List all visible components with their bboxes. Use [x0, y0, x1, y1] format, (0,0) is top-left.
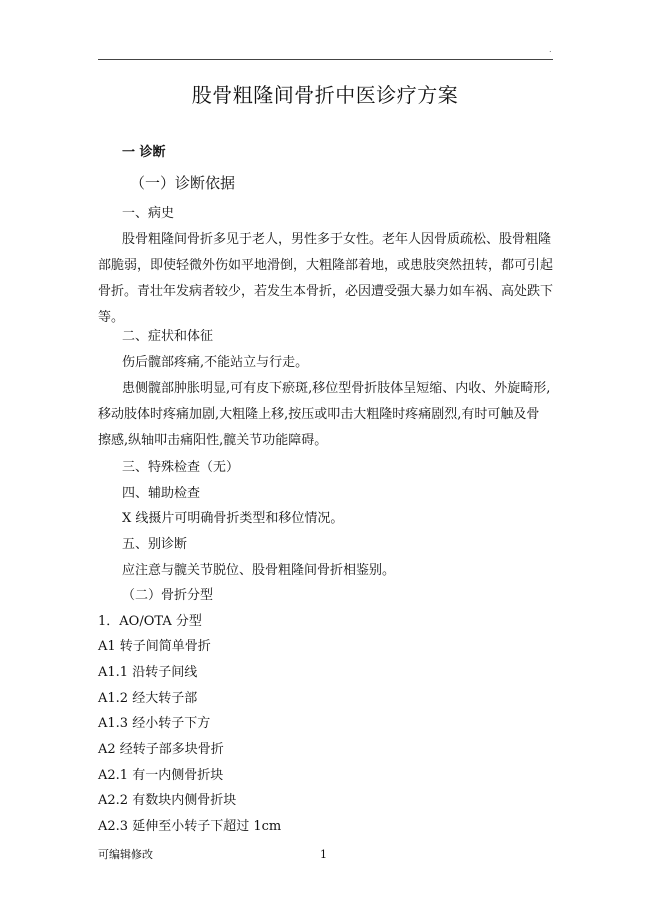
symptoms-para-line: 擦感,纵轴叩击痛阳性,髋关节功能障碍。 — [98, 433, 328, 448]
classification-item: A1.3 经小转子下方 — [98, 716, 211, 731]
history-line: 股骨粗隆间骨折多见于老人，男性多于女性。老年人因骨质疏松、股骨粗隆 — [122, 232, 552, 247]
header-mark: . — [549, 45, 552, 54]
symptoms-paragraph — [98, 376, 558, 454]
footer-note: 可编辑修改 — [98, 848, 153, 861]
history-paragraph — [98, 227, 558, 331]
aux-exam-heading: 四、辅助检查 — [122, 486, 201, 501]
classification-item: A1 转子间简单骨折 — [98, 639, 211, 654]
differential-text: 应注意与髋关节脱位、股骨粗隆间骨折相鉴别。 — [122, 563, 396, 578]
subsection-heading-criteria: （一）诊断依据 — [130, 174, 236, 192]
history-line: 骨折。青壮年发病者较少，若发生本骨折，必因遭受强大暴力如车祸、高处跌下 — [98, 284, 554, 299]
aux-exam-text: X 线摄片可明确骨折类型和移位情况。 — [122, 511, 344, 526]
section-heading-diagnosis: 一 诊断 — [122, 145, 166, 160]
classification-heading: 1．AO/OTA 分型 — [98, 614, 202, 629]
document-title: 股骨粗隆间骨折中医诊疗方案 — [191, 83, 459, 107]
symptoms-para-line: 患侧髋部肿胀明显,可有皮下瘀斑,移位型骨折肢体呈短缩、内收、外旋畸形, — [122, 381, 551, 396]
subsection-heading-classification: （二）骨折分型 — [122, 588, 214, 603]
classification-item: A2.3 延伸至小转子下超过 1cm — [98, 819, 282, 834]
header-rule — [98, 59, 553, 60]
special-exam-heading: 三、特殊检查（无） — [122, 460, 240, 475]
symptoms-para-line: 移动肢体时疼痛加剧,大粗隆上移,按压或叩击大粗隆时疼痛剧烈,有时可触及骨 — [98, 407, 540, 422]
classification-item: A2.2 有数块内侧骨折块 — [98, 793, 237, 808]
symptoms-line: 伤后髋部疼痛,不能站立与行走。 — [122, 355, 309, 370]
history-heading: 一、病史 — [122, 206, 175, 221]
differential-heading: 五、别诊断 — [122, 537, 188, 552]
history-line: 等。 — [98, 310, 125, 325]
classification-item: A1.2 经大转子部 — [98, 691, 198, 706]
history-line: 部脆弱，即使轻微外伤如平地滑倒，大粗隆部着地，或患肢突然扭转，都可引起 — [98, 258, 554, 273]
page-number: 1 — [320, 848, 327, 861]
classification-item: A1.1 沿转子间线 — [98, 665, 198, 680]
symptoms-heading: 二、症状和体征 — [122, 329, 214, 344]
classification-item: A2 经转子部多块骨折 — [98, 742, 224, 757]
classification-item: A2.1 有一内侧骨折块 — [98, 768, 224, 783]
